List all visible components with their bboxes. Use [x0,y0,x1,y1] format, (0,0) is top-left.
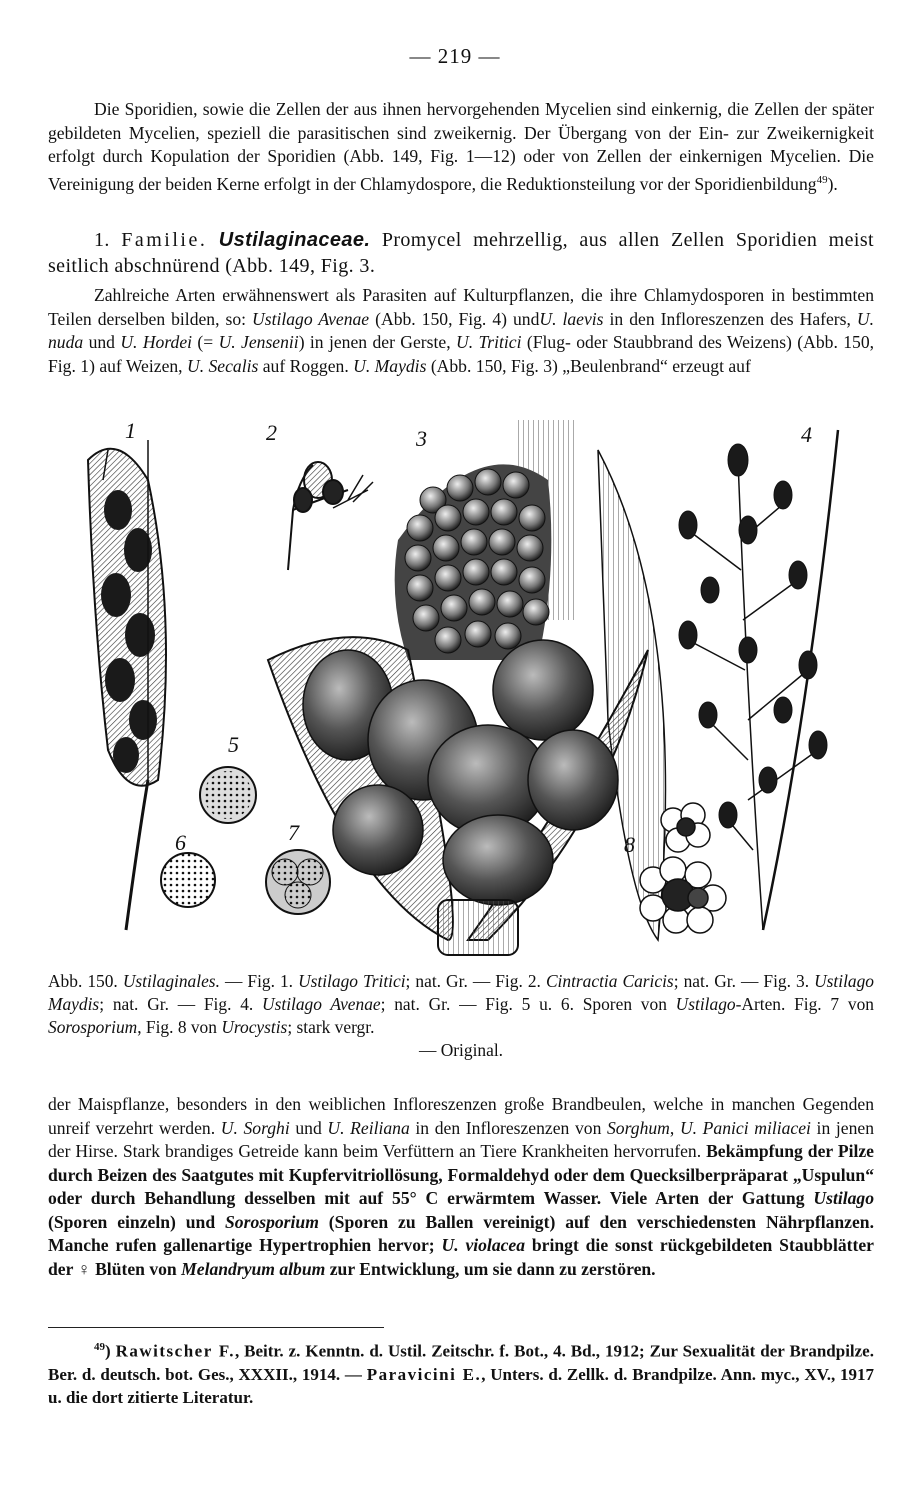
caption-text: ; nat. Gr. — Fig. 3. [673,971,815,991]
species-name: Melandryum album [181,1258,326,1279]
species-name: U. Panici miliacei [679,1117,811,1138]
fig-label-1: 1 [125,418,136,443]
text: auf Roggen. [258,355,354,376]
family-word: Familie. [121,229,208,251]
bold-text: zur Entwicklung, um sie dann zu zerstören. [325,1258,656,1279]
text: (= [192,332,219,352]
paragraph-maispflanze [48,1093,874,1281]
caption-text: ; nat. Gr. — Fig. 5 u. 6. Sporen von [380,994,676,1014]
text: (Flug- oder Staubbrand des Weizens) (Abb. 150, Fig. 1) auf Weizen, [48,332,875,376]
species-name: U. Hordei [120,332,193,352]
footnote-ref: 49 [816,173,828,186]
caption-original: — Original. [418,1040,504,1060]
fig5-spore [200,767,256,823]
text: in den Infloreszenzen des Hafers, [603,308,857,329]
footnote-number: 49 [94,1341,105,1353]
species-name: U. Maydis [353,355,427,376]
caption-italic: Ustilago Tritici [298,971,406,991]
paragraph-arten [48,284,874,378]
text: , Unters. d. Zellk. d. Brandpilze. Ann. myc., XV., 1917 u. die dort zitierte Literatur. [48,1364,874,1407]
caption-text: Abb. 150. [48,971,123,991]
fig-label-6: 6 [175,830,186,855]
caption-text: ; nat. Gr. — Fig. 2. [405,971,546,991]
family-heading [48,227,874,279]
fig-label-4: 4 [801,422,812,447]
text: , Beitr. z. Kenntn. d. Ustil. Zeitschr. f. Bot., 4. Bd., 1912; Zur Sexualität der Brandpilze. Ber. d. deutsch. bot. Ges., XXXII., 1914. — [48,1341,874,1384]
species-name: U. Secalis [186,355,259,376]
text: in den Infloreszenzen von [409,1117,607,1138]
fig1-wheat-ear [88,440,166,930]
caption-italic: Ustilaginales. [122,971,220,991]
text: ) in jenen der Gerste, [298,332,456,352]
text: und [289,1117,328,1138]
text: in jenen der Hirse. Stark brandiges Getreide kann beim Verfüttern an Tiere Krankheiten hervorrufen. [48,1117,874,1161]
text: Zahlreiche Arten erwähnenswert als Parasiten auf Kulturpflanzen, die ihre Chlamydosporen in bestimmten Teilen derselben bilden, so: [48,285,874,329]
bold-text: bringt die sonst rückgebildeten Staubblätter der ♀ Blüten von [48,1235,874,1279]
text: ) [105,1341,116,1361]
paragraph-sporidien [48,98,874,196]
para1-text: Die Sporidien, sowie die Zellen der aus ihnen hervorgehenden Mycelien sind einkernig, die Zellen der später gebildeten Mycelien, speziell die parasitischen sind zweikernig. Der Übergang von der Ein- zur Zweikernigkeit erfolgt durch Kopulation der Sporidien (Abb. 149, Fig. 1—12) oder von Zellen der einkernigen Mycelien. Die Vereinigung der beiden Kerne erfolgt in der Chlamydospore, die Reduktionsteilung vor der Sporidienbildung [48,99,874,194]
species-name: U. Jensenii [218,332,299,352]
text: (Abb. 150, Fig. 4) und [369,308,540,329]
bold-text: (Sporen zu Ballen vereinigt) auf den verschiedensten Nährpflanzen. Manche rufen gallenartige Hypertrophien hervor; [48,1211,874,1255]
text: , [669,1117,680,1138]
bold-text: (Sporen einzeln) und [48,1211,226,1232]
caption-text: — Fig. 1. [219,971,299,991]
family-name: Ustilaginaceae. [218,229,371,251]
fig-label-7: 7 [288,820,299,845]
family-text: Promycel mehrzellig, aus allen Zellen Sporidien meist seitlich abschnürend (Abb. 149, Fig. 3. [48,229,874,277]
caption-italic: Urocystis [221,1017,288,1037]
text: (Abb. 150, Fig. 3) „Beulenbrand“ erzeugt auf [426,355,751,376]
fig-label-2: 2 [266,420,277,445]
text: und [83,332,121,352]
footnote [48,1336,874,1409]
family-number: 1. [94,229,110,251]
species-name: U. violacea [441,1235,526,1255]
species-name: U. Reiliana [327,1117,410,1138]
species-name: Sorosporium [225,1211,319,1232]
species-name: U. Tritici [456,332,522,352]
figure-abb-150 [48,420,874,965]
fig4-oat-panicle [688,430,838,930]
author-name: Paravicini E. [366,1364,482,1384]
caption-text: ; nat. Gr. — Fig. 4. [99,994,263,1014]
caption-italic: Ustilago [675,994,736,1014]
caption-italic: Ustilago Avenae [262,994,381,1014]
page-number: — 219 — [409,44,501,68]
caption-italic: Ustilago Maydis [48,971,875,1014]
fig2-cintractia [288,462,373,570]
text: der Maispflanze, besonders in den weiblichen Infloreszenzen große Brandbeulen, welche in manchen Gegenden unreif verzehrt werden. [48,1094,874,1138]
bold-text: Bekämpfung der Pilze durch Beizen des Saatgutes mit Kupfervitriollösung, Formaldehyd oder dem Quecksilberpräparat „Uspulun“ oder durch Behandlung desselben mit auf 55° C erwärmtem Wasser. Viele Arten der Gattung [48,1141,874,1208]
figure-caption [48,970,874,1062]
fig6-spore [161,853,215,907]
species-name: Sorghum [607,1117,670,1138]
caption-italic: Cintractia Caricis [545,971,674,991]
fig7-spore-ball [266,850,330,914]
footnote-rule [48,1327,384,1328]
caption-italic: Sorosporium [48,1017,138,1037]
species-name: U. nuda [48,308,875,352]
fig-label-3: 3 [416,426,427,451]
species-name: Ustilago Avenae [252,308,370,329]
caption-text: -Arten. Fig. 7 von [735,994,874,1014]
figure-illustration [48,420,874,965]
species-name: U. Sorghi [220,1117,290,1138]
species-name: Ustilago [813,1188,874,1208]
author-name: Rawitscher F. [115,1341,235,1361]
para1-end: ). [827,173,838,194]
caption-text: , Fig. 8 von [137,1017,222,1037]
fig-label-8: 8 [624,832,635,857]
fig-label-5: 5 [228,732,239,757]
species-name: U. laevis [539,308,604,329]
caption-text: ; stark vergr. [287,1017,375,1037]
